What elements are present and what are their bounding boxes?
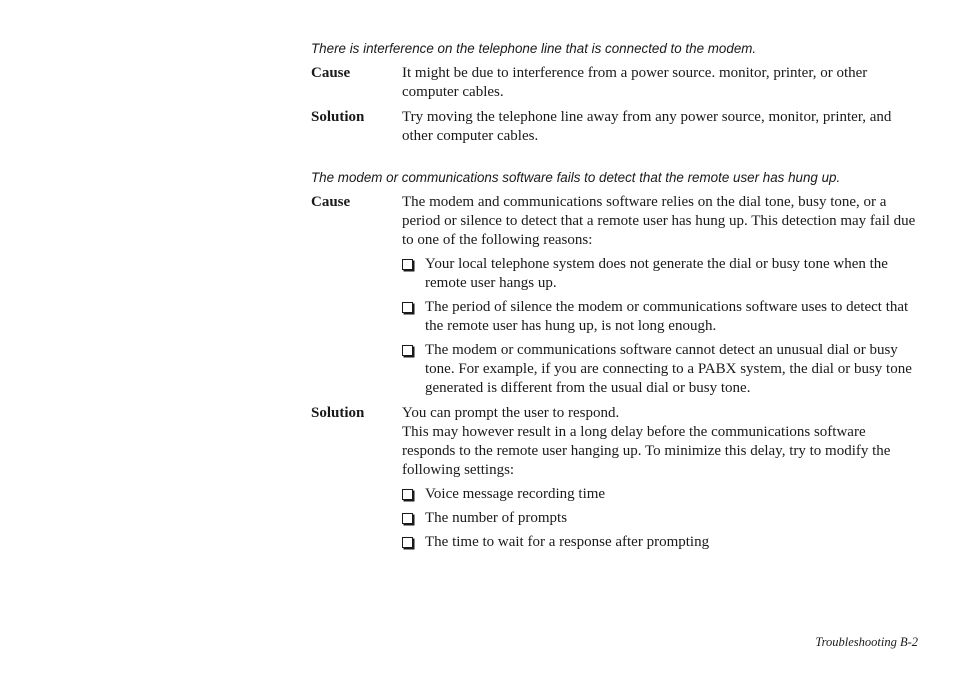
- checkbox-bullet-icon: [402, 537, 413, 548]
- solution-paragraph-2a: You can prompt the user to respond.: [402, 405, 620, 421]
- solution-paragraph-2b: This may however result in a long delay before the communications software responds to the remote user hanging up. To minimize this delay, try to modify the following settings:: [402, 424, 891, 478]
- checkbox-bullet-icon: [402, 513, 413, 524]
- problem-heading-1: There is interference on the telephone line that is connected to the modem.: [311, 41, 757, 56]
- cause-label-1: Cause: [311, 65, 351, 81]
- checkbox-bullet-icon: [402, 302, 413, 313]
- list-item: [402, 485, 918, 504]
- checkbox-bullet-icon: [402, 259, 413, 270]
- solution-paragraph-1: Try moving the telephone line away from any power source, monitor, printer, and other computer cables.: [402, 109, 892, 144]
- page-footer: Troubleshooting B-2: [815, 635, 918, 649]
- checkbox-bullet-icon: [402, 489, 413, 500]
- cause-label-2: Cause: [311, 194, 351, 210]
- list-item-text: Your local telephone system does not generate the dial or busy tone when the remote user hangs up.: [425, 256, 888, 291]
- list-item-text: The period of silence the modem or communications software uses to detect that the remote user has hung up, is not long enough.: [425, 299, 909, 334]
- solution-label-1: Solution: [311, 109, 365, 125]
- solution-settings-list: [402, 485, 918, 552]
- cause-paragraph-1: It might be due to interference from a power source. monitor, printer, or other computer cables.: [402, 65, 868, 100]
- list-item-text: The time to wait for a response after prompting: [425, 534, 710, 550]
- cause-paragraph-2: The modem and communications software relies on the dial tone, busy tone, or a period or silence to detect that a remote user has hung up. This detection may fail due to one of the following reasons:: [402, 194, 916, 248]
- solution-label-2: Solution: [311, 405, 365, 421]
- cause-reasons-list: [402, 255, 918, 398]
- list-item: [402, 341, 918, 398]
- list-item-text: Voice message recording time: [425, 486, 606, 502]
- solution-text-2: [402, 404, 918, 552]
- cause-text-2: [402, 193, 918, 398]
- checkbox-bullet-icon: [402, 345, 413, 356]
- list-item-text: The modem or communications software cannot detect an unusual dial or busy tone. For example, if you are connecting to a PABX system, the dial or busy tone generated is different from the usual dial or busy tone.: [425, 342, 912, 396]
- problem-heading-2: The modem or communications software fails to detect that the remote user has hung up.: [311, 170, 841, 185]
- list-item: [402, 298, 918, 336]
- list-item-text: The number of prompts: [425, 510, 568, 526]
- cause-text-1: [402, 64, 918, 102]
- solution-text-1: [402, 108, 918, 146]
- list-item: [402, 255, 918, 293]
- list-item: [402, 533, 918, 552]
- list-item: [402, 509, 918, 528]
